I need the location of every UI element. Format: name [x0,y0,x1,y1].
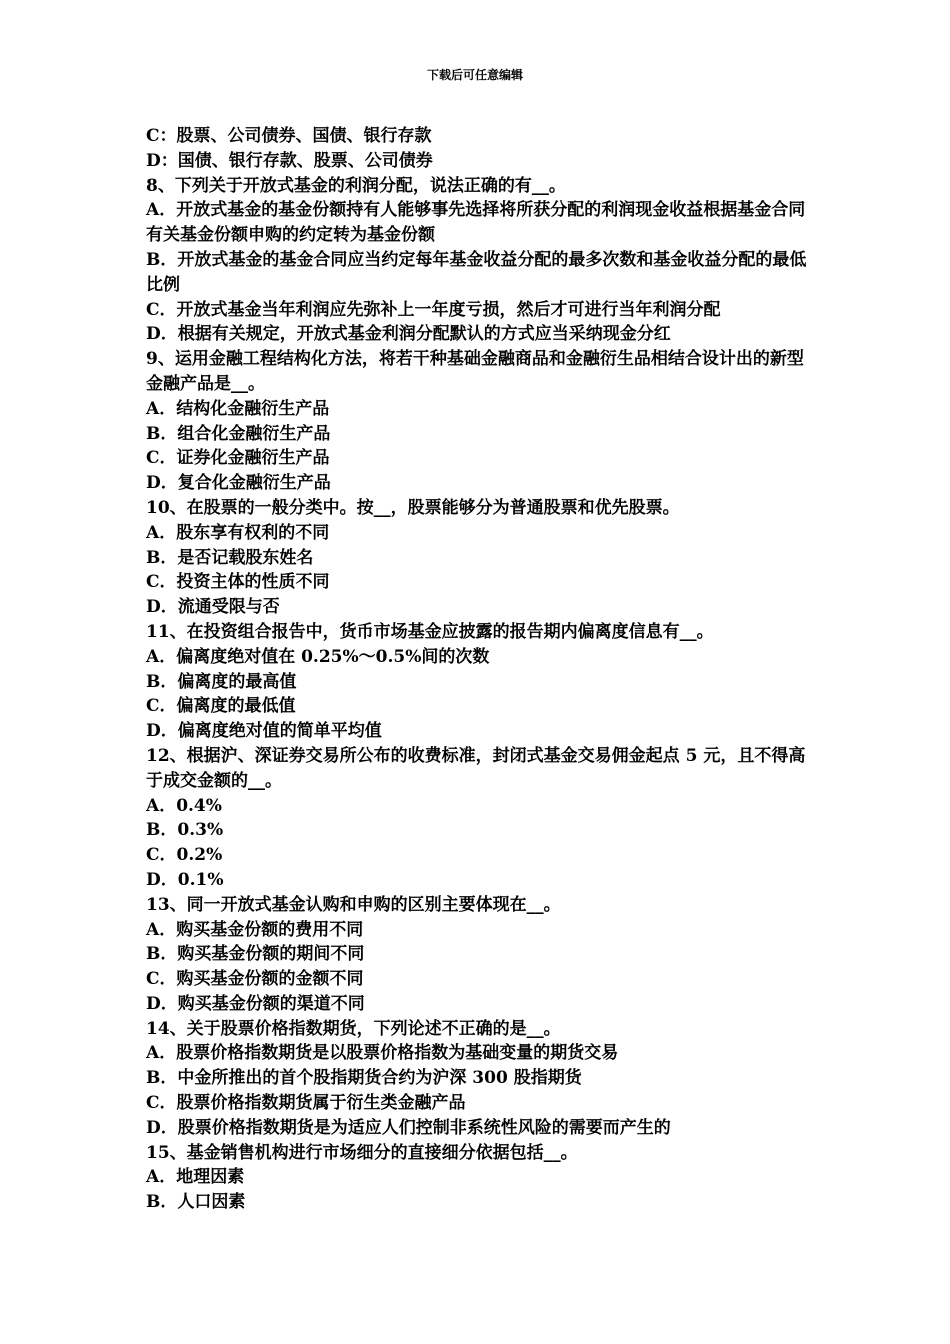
option-line: D．偏离度绝对值的简单平均值 [146,721,382,742]
question-line: 14、关于股票价格指数期货，下列论述不正确的是__。 [146,1018,561,1039]
option-line: A．购买基金份额的费用不同 [146,919,364,940]
option-line: B．购买基金份额的期间不同 [146,944,365,965]
option-line: D．购买基金份额的渠道不同 [146,993,365,1014]
option-line: D：国债、银行存款、股票、公司债券 [146,150,433,171]
option-line: D．0.1% [146,869,224,890]
option-line: D．股票价格指数期货是为适应人们控制非系统性风险的需要而产生的 [146,1117,671,1138]
option-line: A．股东享有权利的不同 [146,522,330,543]
option-line: B．人口因素 [146,1192,246,1213]
option-line: A．偏离度绝对值在 0.25%～0.5%间的次数 [146,646,490,667]
option-line: C．0.2% [146,845,223,866]
question-line: 11、在投资组合报告中，货币市场基金应披露的报告期内偏离度信息有__。 [146,621,714,642]
option-line: C：股票、公司债券、国债、银行存款 [146,126,432,146]
question-line: 10、在股票的一般分类中。按__，股票能够分为普通股票和优先股票。 [146,497,680,518]
option-line: C．证券化金融衍生产品 [146,448,330,469]
option-line: A．开放式基金的基金份额持有人能够事先选择将所获分配的利润现金收益根据基金合同有关基金份额申购的约定转为基金份额 [146,200,806,246]
option-line: A．地理因素 [146,1167,245,1188]
option-line: B．0.3% [146,820,224,841]
option-line: C．投资主体的性质不同 [146,572,330,593]
option-line: B．是否记载股东姓名 [146,547,314,568]
question-line: 13、同一开放式基金认购和申购的区别主要体现在__。 [146,894,561,915]
option-line: C．开放式基金当年利润应先弥补上一年度亏损，然后才可进行当年利润分配 [146,299,721,320]
option-line: B．组合化金融衍生产品 [146,423,331,444]
page-header: 下载后可任意编辑 [426,68,523,82]
question-line: 9、运用金融工程结构化方法，将若干种基础金融商品和金融衍生品相结合设计出的新型金融产品是__。 [146,349,804,394]
document-body [146,124,811,1215]
option-line: C．股票价格指数期货属于衍生类金融产品 [146,1093,466,1114]
option-line: A．0.4% [146,795,222,816]
option-line: A．结构化金融衍生产品 [146,398,330,419]
option-line: B．中金所推出的首个股指期货合约为沪深 300 股指期货 [146,1068,582,1089]
option-line: B．偏离度的最高值 [146,671,297,692]
option-line: D．复合化金融衍生产品 [146,473,331,494]
option-line: D．流通受限与否 [146,597,280,618]
option-line: C．偏离度的最低值 [146,696,296,717]
question-line: 8、下列关于开放式基金的利润分配，说法正确的有__。 [146,175,566,196]
option-line: A．股票价格指数期货是以股票价格指数为基础变量的期货交易 [146,1043,619,1064]
question-line: 15、基金销售机构进行市场细分的直接细分依据包括__。 [146,1142,578,1163]
option-line: D．根据有关规定，开放式基金利润分配默认的方式应当采纳现金分红 [146,324,671,345]
option-line: B．开放式基金的基金合同应当约定每年基金收益分配的最多次数和基金收益分配的最低比例 [146,249,807,295]
question-line: 12、根据沪、深证券交易所公布的收费标准，封闭式基金交易佣金起点 5 元，且不得高于成交金额的__。 [146,745,806,791]
option-line: C．购买基金份额的金额不同 [146,969,364,990]
